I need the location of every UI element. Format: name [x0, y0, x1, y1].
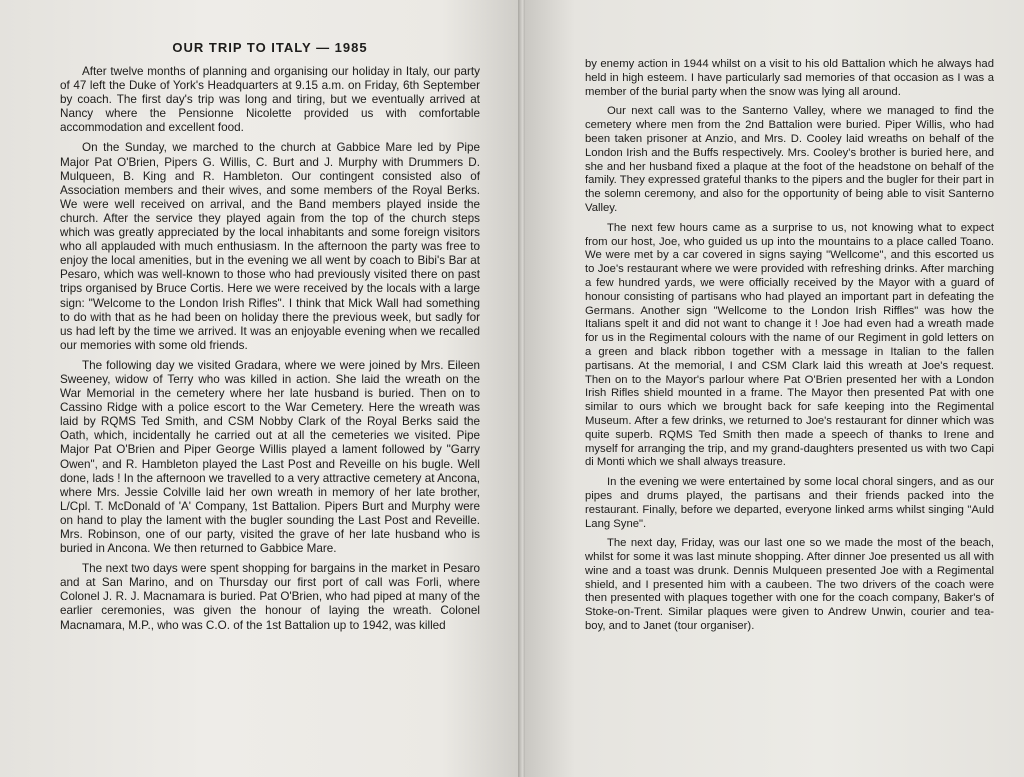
paragraph: The next few hours came as a surprise to us, not knowing what to expect from our host, Joe, who guided us up into the mountains to a place called Toano. We were met by a car covered in signs saying "Wellcome", and this escorted us to Joe's restaurant where we were provided with refreshing drinks. After marching a few hundred yards, we were officially received by the Mayor with a guard of honour consisting of partisans who had played an important part in defeating the Germans. Another sign "Wellcome to the London Irish Riffles" was how the Italians spelt it and did not want to change it ! Joe had even had a wreath made for us in the Regimental colours with the name of our Regiment in gold letters on a green and black ribbon together with a message in Italian to the fallen partisans. At the memorial, I and CSM Clark laid this wreath at Joe's request. Then on to the Mayor's parlour where Pat O'Brien presented her with a London Irish Rifles shield mounted in a frame. The Mayor then presented Pat with one similar to ours which we brought back for safe keeping into the Regimental Museum. After a few drinks, we returned to Joe's restaurant for dinner which was quite superb. RQMS Ted Smith then made a speech of thanks to Irene and myself for arranging the trip, and my grand-daughters presented us with two Capi di Monti which we shall always treasure. [585, 221, 994, 469]
paragraph: The next day, Friday, was our last one so we made the most of the beach, whilst for some it was last minute shopping. After dinner Joe presented us all with wine and a toast was drunk. Dennis Mulqueen presented Joe with a Regimental shield, and I presented him with a caubeen. The two drivers of the coach were then presented with plaques together with one for the coach company, Baker's of Stoke-on-Trent. Similar plaques were given to Andrew Unwin, courier and tea-boy, and to Janet (tour organiser). [585, 537, 994, 633]
article-title: OUR TRIP TO ITALY — 1985 [172, 40, 368, 55]
right-page [525, 0, 1024, 777]
paragraph: The next two days were spent shopping for bargains in the market in Pesaro and at San Marino, and on Thursday our first port of call was Forli, where Colonel J. R. J. Macnamara is buried. Pat O'Brien, who had piped at many of the earlier ceremonies, was given the honour of laying the wreath. Colonel Macnamara, M.P., who was C.O. of the 1st Battalion up to 1942, was killed [60, 562, 480, 632]
paragraph: In the evening we were entertained by some local choral singers, and as our pipes and drums played, the partisans and their friends packed into the restaurant. Finally, before we departed, everyone linked arms whilst singing "Auld Lang Syne". [585, 476, 994, 530]
paragraph: On the Sunday, we marched to the church at Gabbice Mare led by Pipe Major Pat O'Brien, Pipers G. Willis, C. Burt and J. Murphy with Drummers D. Mulqueen, B. King and R. Hambleton. Our contingent consisted also of Association members and their wives, and some members of the Royal Berks. We were well received on arrival, and the Band members played inside the church. After the service they played again from the top of the church steps which was greatly appreciated by the local inhabitants and some foreign visitors who all applauded with much enthusiasm. In the afternoon the party was free to enjoy the local amenities, but in the evening we all went by coach to Bibi's Bar at Pesaro, which was well-known to those who had previously visited there on past trips organised by Bruce Cortis. Here we were received by the locals with a large sign: "Welcome to the London Irish Rifles". I think that Mick Wall had something to do with that as he had been on holiday there the previous week, but sadly for us had left by the time we arrived. It was an enjoyable evening when we recalled our memories with some old friends. [60, 141, 480, 352]
paragraph: by enemy action in 1944 whilst on a visit to his old Battalion which he always had held in high esteem. I have particularly sad memories of that occasion as I was a member of the burial party when the snow was lying all around. [585, 58, 994, 98]
paragraph: After twelve months of planning and organising our holiday in Italy, our party of 47 left the Duke of York's Headquarters at 9.15 a.m. on Friday, 6th September by coach. The first day's trip was long and tiring, but we eventually arrived at Nancy where the Pensionne Nicolette provided us with comfortable accommodation and excellent food. [60, 65, 480, 135]
paragraph: The following day we visited Gradara, where we were joined by Mrs. Eileen Sweeney, widow of Terry who was killed in action. She laid the wreath on the War Memorial in the cemetery where her late husband is buried. Then on to Cassino Ridge with a police escort to the War Cemetery. Here the wreath was laid by RQMS Ted Smith, and CSM Nobby Clark of the Royal Berks said the Oath, which, incidentally he carried out at all the cemeteries we visited. Pipe Major Pat O'Brien and Piper George Willis played a lament followed by "Garry Owen", and R. Hambleton played the Last Post and Reveille on his bugle. Well done, lads ! In the afternoon we travelled to a very attractive cemetery at Ancona, where Mrs. Jessie Colville laid her own wreath in memory of her late brother, L/Cpl. T. McDonald of 'A' Company, 1st Battalion. Pipers Burt and Murphy were on hand to play the lament with the bugler sounding the Last Post and Reveille. Mrs. Robinson, one of our party, visited the grave of her late husband who is buried in Ancona. We then returned to Gabbice Mare. [60, 358, 480, 556]
paragraph: Our next call was to the Santerno Valley, where we managed to find the cemetery where men from the 2nd Battalion were buried. Piper Willis, who had been taken prisoner at Anzio, and Mrs. D. Cooley laid wreaths on behalf of the London Irish and the Buffs respectively. Mrs. Cooley's brother is buried here, and she and her husband fixed a plaque at the foot of the headstone on behalf of the family. They expressed grateful thanks to the pipers and the bugler for their part in the solemn ceremony, and also for the opportunity of being able to visit Santerno Valley. [585, 105, 995, 214]
